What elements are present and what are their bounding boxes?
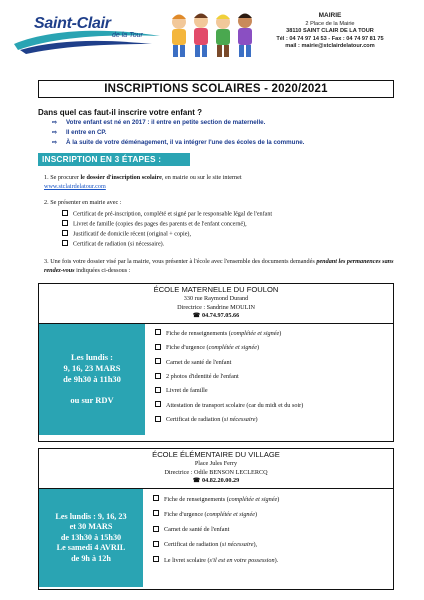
case-item: ⇨ À la suite de votre déménagement, il va intégrer l'une des écoles de la commune. [52, 139, 305, 146]
mairie-phone-fax: Tél : 04 74 97 14 53 - Fax : 04 74 97 81 75 [276, 35, 384, 42]
question-heading: Dans quel cas faut-il inscrire votre enfant ? [38, 108, 203, 117]
checkbox-icon [62, 240, 68, 246]
checkbox-icon [62, 210, 68, 216]
arrow-right-icon: ⇨ [52, 119, 58, 126]
schedule-line: 9, 16, 23 MARS [63, 363, 121, 374]
document-item: Le livret scolaire (s'il est en votre possession). [153, 553, 393, 568]
school-header [39, 449, 393, 489]
required-documents-list [62, 210, 392, 250]
schedule-line: Les lundis : [70, 352, 114, 363]
logo-subtitle: de la Tour [112, 32, 143, 39]
document-item: 2 photos d'identité de l'enfant [155, 370, 393, 384]
school-name: ÉCOLE MATERNELLE DU FOULON [153, 285, 279, 294]
school-director: Directrice : Odile BENSON LECLERCQ [164, 468, 268, 476]
schedule-spacer [39, 385, 145, 395]
website-link[interactable]: www.stclairdelatour.com [44, 182, 106, 190]
schedule-panel [39, 324, 145, 435]
arrow-right-icon: ⇨ [52, 129, 58, 136]
document-item: Certificat de radiation (si nécessaire). [62, 240, 392, 250]
document-item: Fiche d'urgence (complétée et signée) [155, 341, 393, 355]
checkbox-icon [153, 556, 159, 562]
document-item: Fiche de renseignements (complétée et signée) [155, 327, 393, 341]
school-name: ÉCOLE ÉLÉMENTAIRE DU VILLAGE [152, 450, 280, 459]
schedule-line: de 9h à 12h [71, 553, 111, 563]
checkbox-icon [62, 220, 68, 226]
logo-title: Saint-Clair [34, 15, 111, 32]
schedule-line: de 9h30 à 11h30 [63, 374, 121, 385]
checkbox-icon [153, 526, 159, 532]
town-hall-address [250, 12, 410, 51]
checkbox-icon [155, 401, 161, 407]
checkbox-icon [155, 387, 161, 393]
school-address: 330 rue Raymond Durand [183, 295, 249, 302]
school-phone: ☎ 04.82.20.00.29 [192, 477, 240, 485]
mairie-email: mail : mairie@stclairdelatour.com [285, 43, 375, 50]
steps-banner: INSCRIPTION EN 3 ÉTAPES : [38, 153, 190, 166]
mairie-street: 2 Place de la Mairie [305, 20, 355, 27]
letterhead [0, 0, 424, 66]
checkbox-icon [155, 344, 161, 350]
step-2: 2. Se présenter en mairie avec : [44, 199, 122, 206]
document-item: Carnet de santé de l'enfant [153, 522, 393, 537]
schedule-line: ou sur RDV [70, 395, 114, 406]
document-item: Livret de famille [155, 384, 393, 398]
schedule-line: de 13h30 à 15h30 [60, 532, 122, 542]
step-3: 3. Une fois votre dossier visé par la mairie, vous présenter à l'école avec l'ensemble des documents demandés pendant les permanences sans rendez-vous indiquées ci-dessous : [44, 258, 394, 274]
document-item: Certificat de radiation (si nécessaire) [155, 413, 393, 427]
case-item: ⇨ Votre enfant est né en 2017 : il entre en petite section de maternelle. [52, 119, 266, 126]
step-1: 1. Se procurer le dossier d'inscription scolaire, en mairie ou sur le site internet www.stclairdelatour.com [44, 174, 242, 190]
arrow-right-icon: ⇨ [52, 139, 58, 146]
checkbox-icon [155, 416, 161, 422]
schedule-line: et 30 MARS [69, 522, 113, 532]
school-documents-list [143, 489, 393, 587]
school-documents-list [145, 324, 393, 435]
checkbox-icon [155, 358, 161, 364]
school-header [39, 284, 393, 324]
school-body [39, 324, 393, 435]
school-elementaire-box [38, 448, 394, 590]
document-item: Attestation de transport scolaire (car du midi et du soir) [155, 399, 393, 413]
schedule-line: Le samedi 4 AVRIL [56, 543, 126, 553]
document-item: Certificat de pré-inscription, complété et signé par le responsable légal de l'enfant [62, 210, 392, 220]
checkbox-icon [155, 329, 161, 335]
schedule-line: Les lundis : 9, 16, 23 [55, 511, 127, 521]
checkbox-icon [153, 541, 159, 547]
document-item: Fiche d'urgence (complétée et signée) [153, 507, 393, 522]
checkbox-icon [153, 510, 159, 516]
town-logo [12, 14, 162, 58]
page-title: INSCRIPTIONS SCOLAIRES - 2020/2021 [38, 80, 394, 98]
mairie-city: 38110 SAINT CLAIR DE LA TOUR [286, 28, 374, 35]
checkbox-icon [62, 230, 68, 236]
school-maternelle-box [38, 283, 394, 442]
document-item: Fiche de renseignements (complétée et signée) [153, 492, 393, 507]
school-director: Directrice : Sandrine MOULIN [177, 303, 255, 311]
checkbox-icon [153, 495, 159, 501]
children-illustration-icon [165, 8, 260, 60]
cases-list [52, 118, 392, 148]
checkbox-icon [155, 373, 161, 379]
mairie-title: MAIRIE [318, 12, 342, 19]
document-item: Livret de famille (copies des pages des parents et de l'enfant concerné), [62, 220, 392, 230]
case-item: ⇨ Il entre en CP. [52, 129, 107, 136]
document-item: Carnet de santé de l'enfant [155, 356, 393, 370]
school-body [39, 489, 393, 587]
schedule-panel [39, 489, 143, 587]
document-item: Certificat de radiation (si nécessaire), [153, 537, 393, 552]
school-phone: ☎ 04.74.97.05.66 [192, 312, 240, 320]
school-address: Place Jules Ferry [194, 460, 238, 467]
document-item: Justificatif de domicile récent (original + copie), [62, 230, 392, 240]
